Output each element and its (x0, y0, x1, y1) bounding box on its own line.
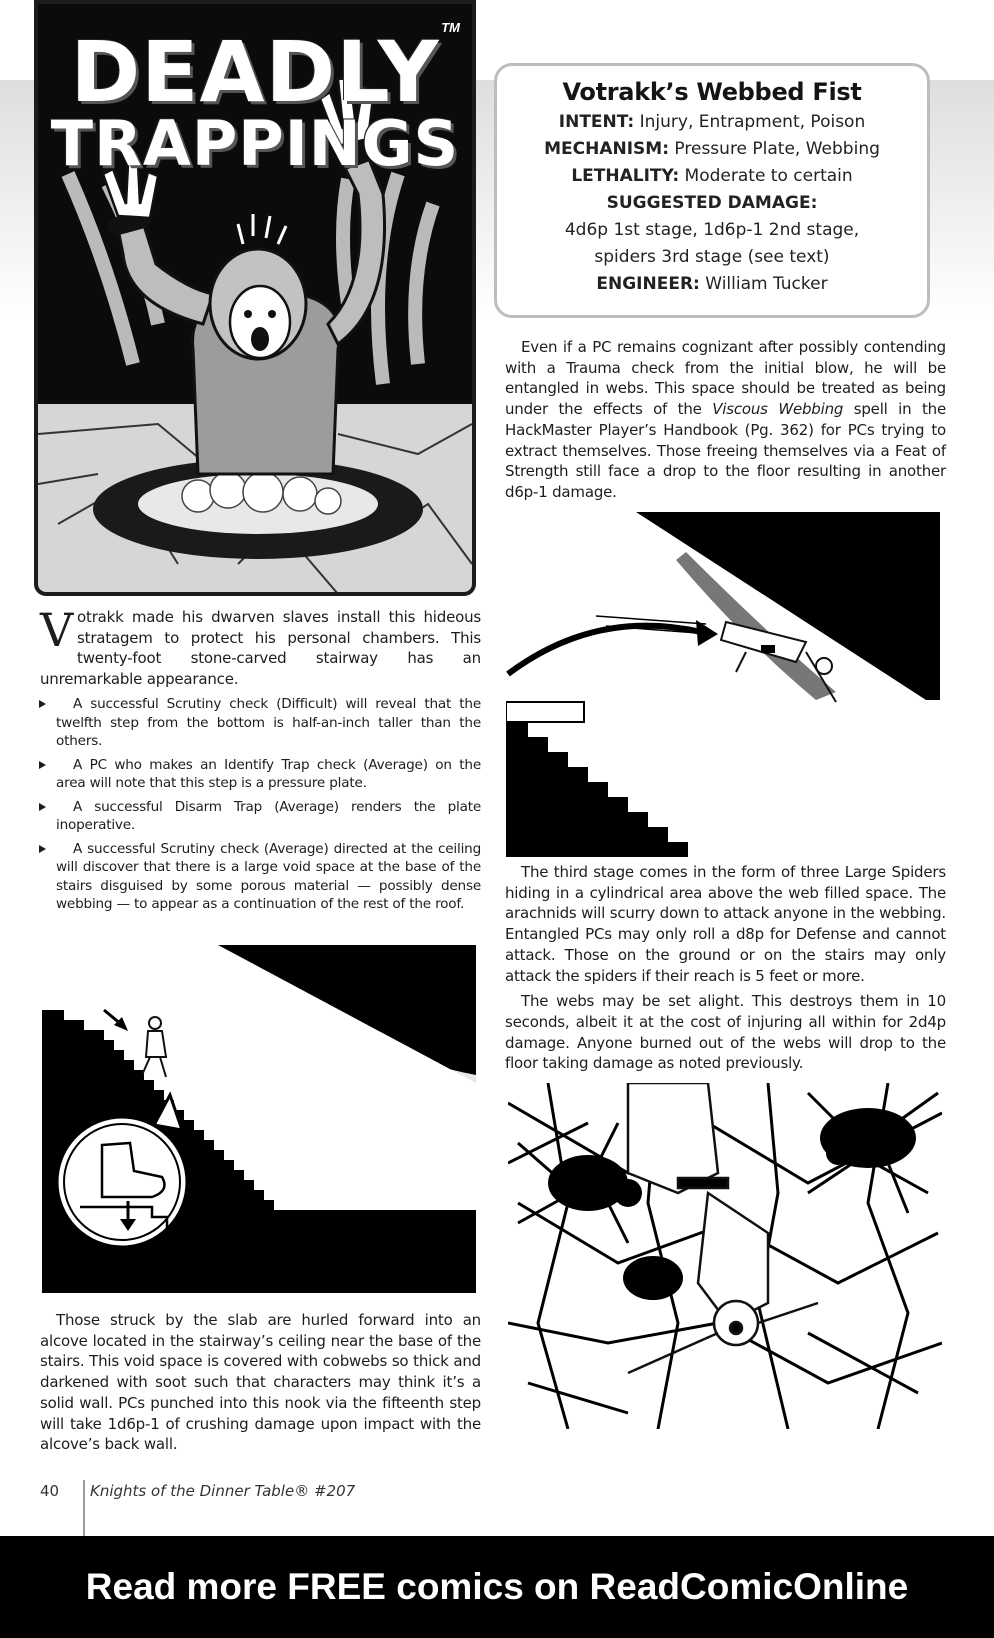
bullet-arrow-icon (39, 845, 46, 853)
bullet-item (56, 756, 481, 793)
bullet-text: A successful Disarm Trap (Average) renders the plate inoperative. (56, 798, 481, 833)
bullet-text: A successful Scrutiny check (Average) directed at the ceiling will discover that there is a large void space at the base of the stairs disguised by some porous material — possibly dense webbing — to appear as a continuation of the rest of the roof. (56, 840, 481, 912)
engineer-label: ENGINEER: (596, 274, 700, 294)
bullet-text: A successful Scrutiny check (Difficult) will reveal that the twelfth step from the bottom is half-an-inch taller than the others. (56, 696, 481, 749)
bullet-text: A PC who makes an Identify Trap check (Average) on the area will note that this step is a pressure plate. (56, 756, 481, 791)
intro-paragraph (40, 603, 481, 690)
staircase-pressure-plate-illustration (42, 945, 476, 1293)
intent-value: Injury, Entrapment, Poison (639, 112, 866, 132)
spiders-section (505, 862, 946, 1079)
lethality-line (497, 163, 927, 190)
trap-stat-box (494, 63, 930, 318)
bullet-item (56, 798, 481, 835)
alcove-paragraph (40, 1310, 481, 1455)
damage-line-2: spiders 3rd stage (see text) (594, 247, 830, 267)
bullet-item (56, 695, 481, 751)
hurled-into-alcove-illustration (506, 512, 940, 860)
webbing-text (505, 337, 946, 503)
bullet-item (56, 840, 481, 914)
lethality-label: LETHALITY: (571, 166, 680, 186)
damage-line-1: 4d6p 1st stage, 1d6p-1 2nd stage, (564, 220, 860, 240)
engineer-line (497, 271, 927, 298)
bullet-arrow-icon (39, 700, 46, 708)
header-illustration (34, 0, 476, 596)
bullet-arrow-icon (39, 803, 46, 811)
engineer-value: William Tucker (705, 274, 828, 294)
trap-name: Votrakk’s Webbed Fist (562, 78, 862, 106)
trademark-mark: TM (441, 20, 460, 35)
mechanism-label: MECHANISM: (544, 139, 670, 159)
spiders-paragraph: The third stage comes in the form of three Large Spiders hiding in a cylindrical area above the web filled space. The arachnids will scurry down to attack anyone in the webbing. Entangled PCs may only roll a d8p for Defense and cannot attack. Those on the ground or on the stairs may only attack the spiders if their reach is 5 feet or more. (505, 863, 946, 985)
damage-label-line (497, 190, 927, 217)
webbing-text-end: spell in the HackMaster Player’s Handbook (Pg. 362) for PCs trying to extract themselves. Those freeing themselves via a Feat of Strength still face a drop to the floor resulting in another d6p-1 damage. (505, 400, 946, 501)
drop-cap: V (40, 603, 74, 657)
lethality-value: Moderate to certain (684, 166, 853, 186)
check-bullet-list (56, 695, 481, 919)
damage-label: SUGGESTED DAMAGE: (606, 193, 818, 213)
spell-name: Viscous Webbing (712, 400, 844, 419)
series-title-trappings: TRAPPINGS (50, 107, 460, 180)
footer-divider (83, 1480, 85, 1537)
mechanism-value: Pressure Plate, Webbing (674, 139, 880, 159)
spider-web-attack-illustration (508, 1083, 942, 1429)
webbing-paragraph (505, 337, 946, 503)
burning-paragraph: The webs may be set alight. This destroys them in 10 seconds, albeit it at the cost of injuring all within for 2d4p damage. Anyone burned out of the webs will drop to the floor taking damage as noted previously. (505, 992, 946, 1073)
intent-label: INTENT: (558, 112, 635, 132)
bullet-arrow-icon (39, 761, 46, 769)
series-title-deadly: DEADLY (70, 23, 440, 121)
mechanism-line (497, 136, 927, 163)
intent-line (497, 109, 927, 136)
page-number: 40 (40, 1482, 60, 1500)
publication-title: Knights of the Dinner Table® #207 (90, 1482, 356, 1500)
promo-banner-text[interactable]: Read more FREE comics on ReadComicOnline (85, 1566, 909, 1607)
alcove-text: Those struck by the slab are hurled forward into an alcove located in the stairway’s ceiling near the base of the stairs. This void space is covered with cobwebs so thick and darkened with soot such that characters may think it’s a solid wall. PCs punched into this nook via the fifteenth step will take 1d6p-1 of crushing damage upon impact with the alcove’s back wall. (40, 1311, 481, 1454)
intro-text: otrakk made his dwarven slaves install this hideous stratagem to protect his personal chambers. This twenty-foot stone-carved stairway has an unremarkable appearance. (40, 608, 481, 689)
promo-banner[interactable] (0, 1536, 994, 1638)
webbing-text-start: Even if a PC remains cognizant after possibly contending with a Trauma check from the initial blow, he will be entangled in webs. This space should be treated as being under the effects of the (505, 338, 946, 419)
